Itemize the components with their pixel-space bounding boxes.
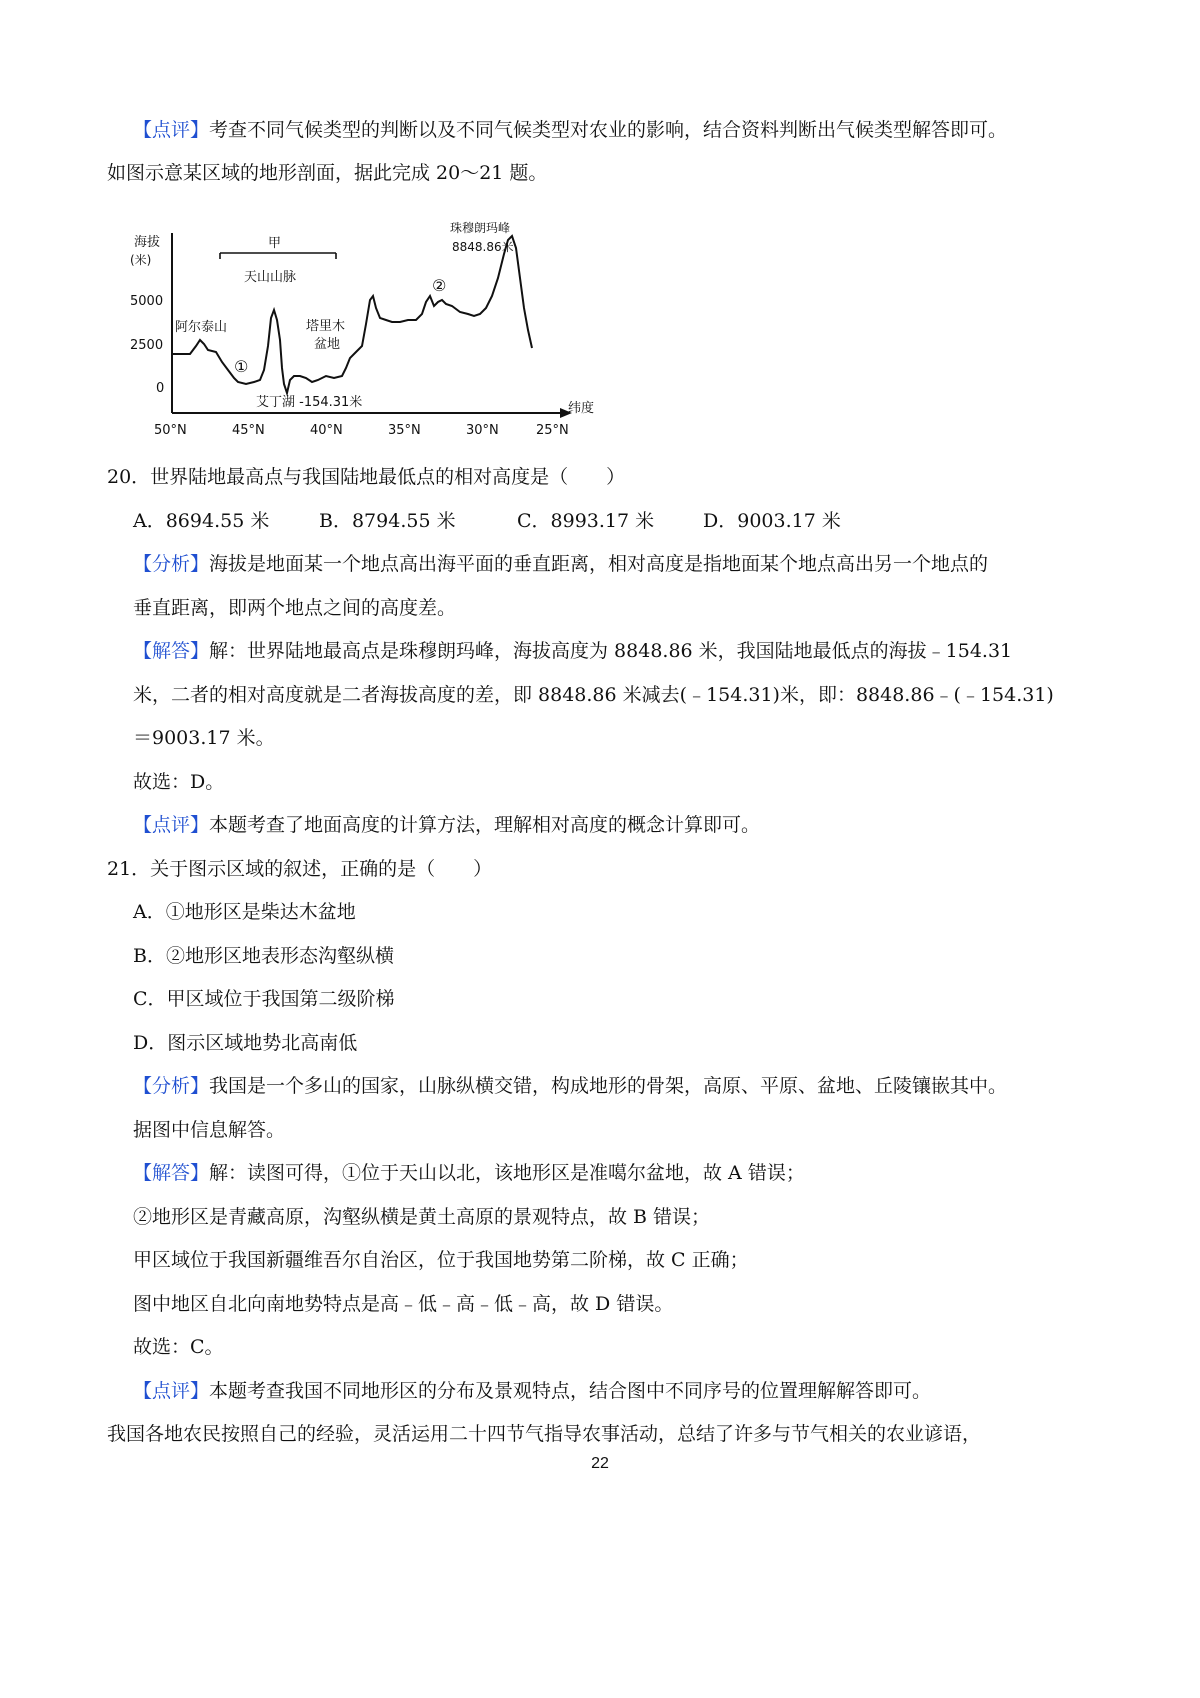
answer-text: 解：世界陆地最高点是珠穆朗玛峰，海拔高度为 8848.86 米，我国陆地最低点的海拔﹣154.31 [209, 640, 1013, 662]
tianshan-label: 天山山脉 [244, 270, 297, 285]
altay-label: 阿尔泰山 [175, 320, 228, 335]
q20-analysis [133, 552, 988, 576]
q20-stem: 20．世界陆地最高点与我国陆地最低点的相对高度是（ ） [107, 466, 626, 488]
q20-answer-cont: 米，二者的相对高度就是二者海拔高度的差，即 8848.86 米减去(﹣154.31)米，即：8848.86﹣(﹣154.31) [133, 684, 1054, 706]
q21-option-b: B．②地形区地表形态沟壑纵横 [133, 945, 394, 967]
x-tick: 30°N [466, 423, 499, 438]
group-intro: 如图示意某区域的地形剖面，据此完成 20～21 题。 [107, 162, 548, 184]
aiding-lake-label: 艾丁湖 -154.31米 [256, 395, 363, 410]
q21-stem: 21．关于图示区域的叙述，正确的是（ ） [107, 858, 493, 880]
answer-tag: 【解答】 [133, 1162, 210, 1184]
q21-answer [133, 1161, 805, 1185]
tarim-label-2: 盆地 [314, 337, 341, 352]
marker-1: ① [234, 357, 249, 376]
q21-option-d: D．图示区域地势北高南低 [133, 1032, 358, 1054]
comment-text: 本题考查我国不同地形区的分布及景观特点，结合图中不同序号的位置理解解答即可。 [209, 1380, 932, 1402]
y-axis-label: 海拔 [134, 235, 161, 250]
page-number: 22 [591, 1455, 609, 1472]
y-tick: 2500 [130, 338, 164, 353]
analysis-tag: 【分析】 [133, 1075, 210, 1097]
analysis-tag: 【分析】 [133, 553, 210, 575]
q20-choice: 故选：D。 [133, 771, 225, 793]
q21-option-a: A．①地形区是柴达木盆地 [133, 901, 356, 923]
y-tick: 5000 [130, 294, 164, 309]
q20-comment [133, 813, 760, 837]
q21-answer-cont: ②地形区是青藏高原，沟壑纵横是黄土高原的景观特点，故 B 错误； [133, 1206, 711, 1228]
q21-comment [133, 1379, 931, 1403]
next-group-intro: 我国各地农民按照自己的经验，灵活运用二十四节气指导农事活动，总结了许多与节气相关的农业谚语， [107, 1423, 982, 1445]
y-tick: 0 [156, 381, 165, 396]
terrain-profile-figure [120, 218, 600, 440]
comment-text: 考查不同气候类型的判断以及不同气候类型对农业的影响，结合资料判断出气候类型解答即可。 [209, 119, 1008, 141]
q20-answer-cont2: ＝9003.17 米。 [133, 727, 275, 749]
tarim-label-1: 塔里木 [306, 319, 346, 334]
x-tick: 45°N [232, 423, 265, 438]
terrain-profile-line [172, 236, 532, 393]
q21-choice: 故选：C。 [133, 1336, 224, 1358]
intro-comment [133, 118, 1007, 142]
q21-answer-cont3: 图中地区自北向南地势特点是高﹣低﹣高﹣低﹣高，故 D 错误。 [133, 1293, 674, 1315]
q21-answer-cont2: 甲区域位于我国新疆维吾尔自治区，位于我国地势第二阶梯，故 C 正确； [133, 1249, 749, 1271]
x-tick: 50°N [154, 423, 187, 438]
everest-label-2: 8848.86米 [452, 239, 514, 254]
comment-tag: 【点评】 [133, 814, 210, 836]
y-axis-unit: (米) [130, 253, 152, 267]
x-tick: 40°N [310, 423, 343, 438]
q20-analysis-cont: 垂直距离，即两个地点之间的高度差。 [133, 597, 457, 619]
answer-tag: 【解答】 [133, 640, 210, 662]
comment-text: 本题考查了地面高度的计算方法，理解相对高度的概念计算即可。 [209, 814, 761, 836]
everest-label-1: 珠穆朗玛峰 [450, 220, 511, 235]
q21-analysis [133, 1074, 1007, 1098]
comment-tag: 【点评】 [133, 119, 210, 141]
q20-option-d: D．9003.17 米 [703, 510, 841, 532]
q21-option-c: C．甲区域位于我国第二级阶梯 [133, 988, 395, 1010]
x-axis-label: 纬度 [568, 401, 595, 416]
marker-2: ② [432, 276, 447, 295]
x-tick: 25°N [536, 423, 569, 438]
answer-text: 解：读图可得，①位于天山以北，该地形区是准噶尔盆地，故 A 错误； [209, 1162, 805, 1184]
q20-option-a: A．8694.55 米 [133, 510, 270, 532]
comment-tag: 【点评】 [133, 1380, 210, 1402]
q20-answer [133, 639, 1012, 663]
analysis-text: 海拔是地面某一个地点高出海平面的垂直距离，相对高度是指地面某个地点高出另一个地点的 [209, 553, 989, 575]
q20-option-b: B．8794.55 米 [319, 510, 456, 532]
analysis-text: 我国是一个多山的国家，山脉纵横交错，构成地形的骨架，高原、平原、盆地、丘陵镶嵌其中。 [209, 1075, 1008, 1097]
region-jia-label: 甲 [268, 236, 282, 251]
q21-analysis-cont: 据图中信息解答。 [133, 1119, 286, 1141]
q20-option-c: C．8993.17 米 [517, 510, 655, 532]
q20-options [133, 509, 841, 533]
x-tick: 35°N [388, 423, 421, 438]
